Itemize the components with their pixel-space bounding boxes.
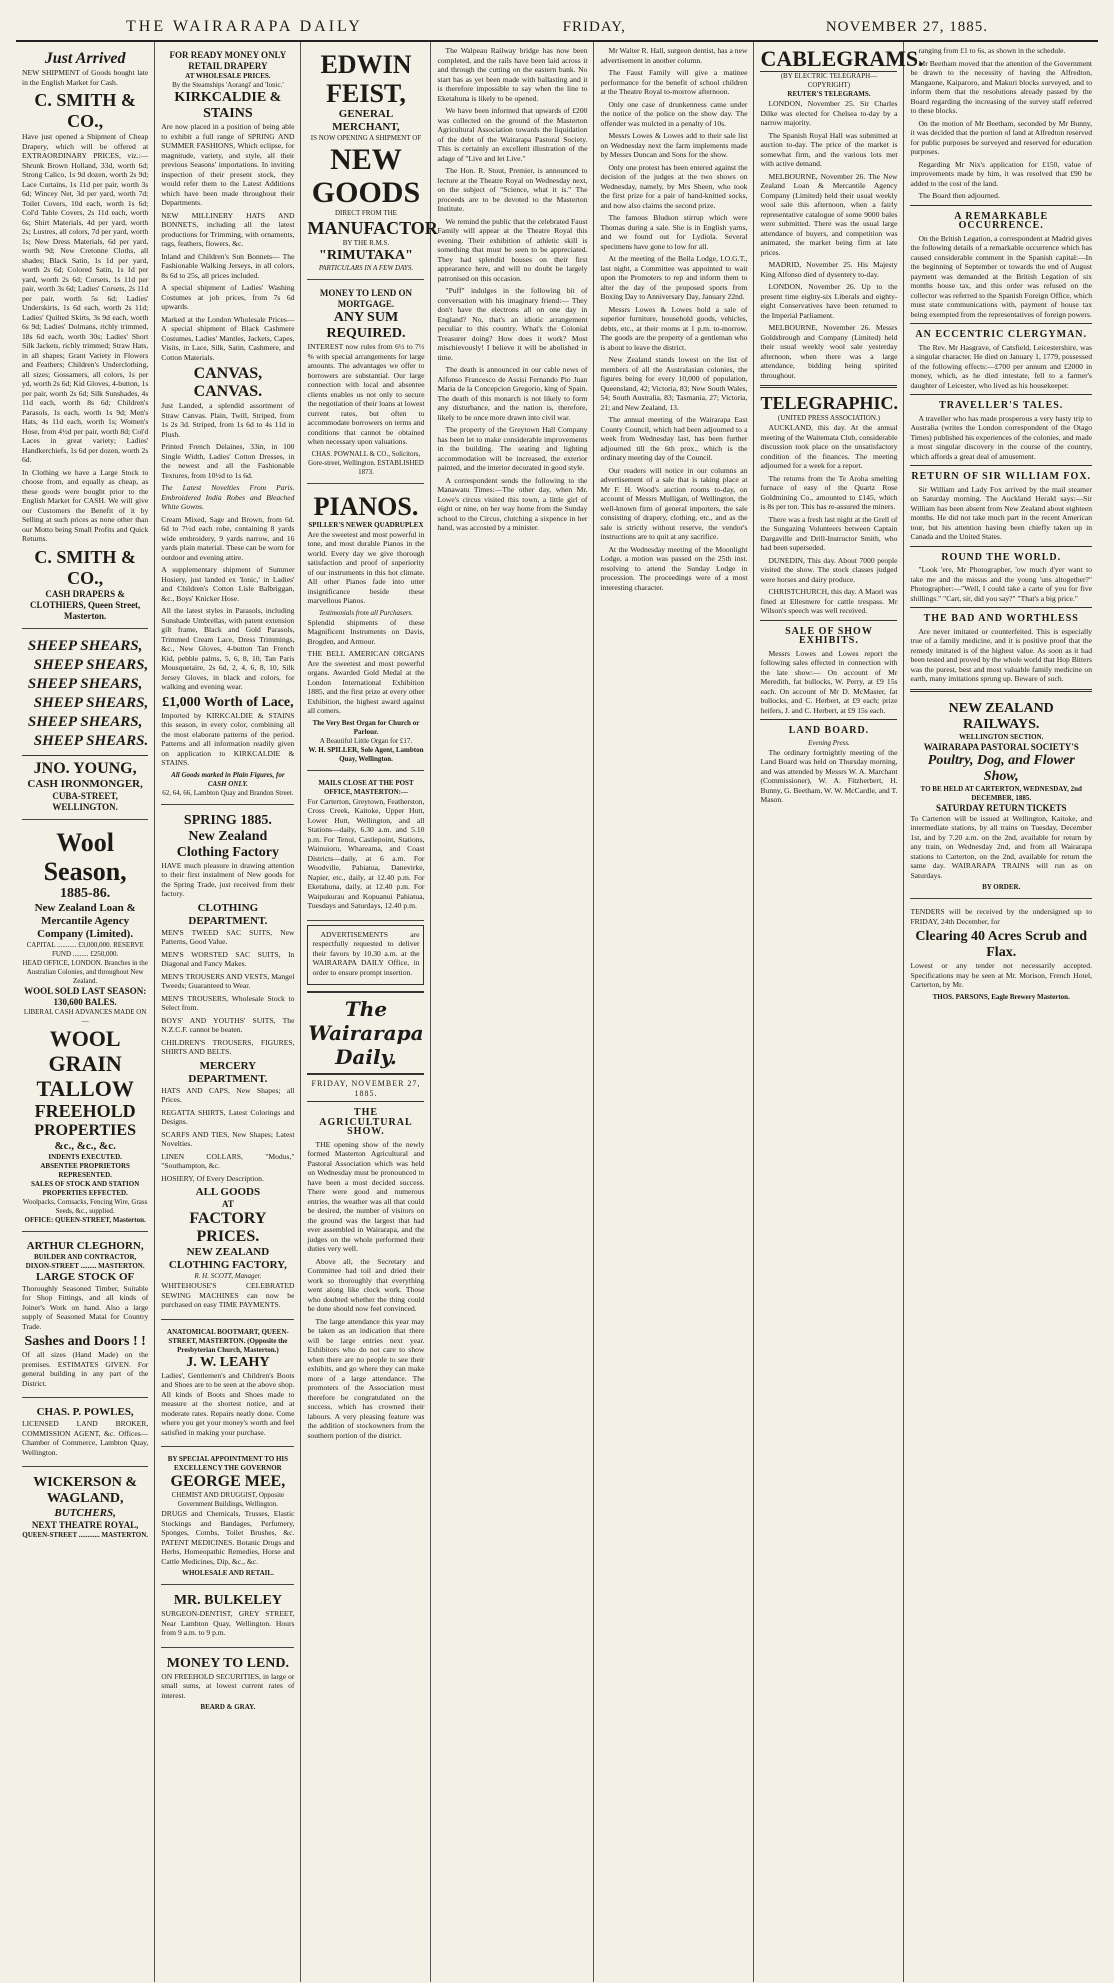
ad-kirkcaldie [161,46,294,805]
wool-item: PROPERTIES [34,1121,136,1139]
column-5 [594,42,754,1982]
ad-leahy [161,1324,294,1448]
ad-text: Ladies', Gentlemen's and Children's Boots and Shoes are to be seen at the above shop. All kinds of Boots and Shoes made to measure at the shortest notice, and at moderate rates. Repairs neatly done. Come where you get your money's worth and feel satisfied in making your purchase. [161,1370,295,1437]
advertiser-name: EDWIN FEIST, [320,50,412,108]
ad-wool-season [22,824,148,1232]
advertiser-name: ARTHUR CLEGHORN, [26,1239,144,1252]
ad-heading: ANATOMICAL BOOTMART, QUEEN-STREET, MASTERTON. (Opposite the Presbyterian Church, Masterton.) [167,1327,289,1354]
ad-subheading: 1885-86. [60,885,111,901]
ad-nz-railways [910,697,1092,900]
news-paragraph: The Walpeau Railway bridge has now been completed, and the rails have been laid across it and through the cutting on the eastern bank. No start has as yet been made with ballasting and it is therefore impossible to say when the line to Eketahuna is likely to be opened. [437,46,588,103]
ad-text: HAVE much pleasure in drawing attention to their first instalment of New goods for the Spring Trade, just received from their factory. [161,860,295,898]
ad-text: ABSENTEE PROPRIETORS REPRESENTED. [40,1161,130,1179]
ad-heading: SPRING 1885. [183,812,272,828]
article-paragraph: Sir William and Lady Fox arrived by the mail steamer on Saturday morning. The Auckland Herald says:—Sir William has been absent from New Zealand about eighteen months. He did not take much part in the recent American tour, but his attention having been chiefly taken up in Canada and the United States. [910,484,1092,541]
advertiser-name: J. W. LEAHY [186,1354,270,1370]
ad-text: In Clothing we have a Large Stock to choose from, and equally as cheap, as these goods were bought prior to the English Market for CASH. We will give our Customers the Benefit of it by Selling at such prices as none other than our Motto being Small Profits and Quick Returns. [22,467,149,543]
advertiser-name: New Zealand Clothing Factory [176,828,279,860]
ad-text: A Beautiful Little Organ for £17. [319,736,413,745]
news-paragraph: The annual meeting of the Wairarapa East County Council, which had been adjourned to a week from Wednesday last, has been further adjourned till the 6th prox., which is the ordinary meeting day of the Council. [600,415,748,462]
ad-subheading: SATURDAY RETURN TICKETS [935,802,1067,813]
ad-heading: AT WHOLESALE PRICES. [185,72,271,80]
article-paragraph: The Rev. Mr Hasgrave, of Catsfield, Leicestershire, was a singular character. He died on January 1, 1779, possessed of the following effects:—£700 per annum and £2000 in money, which, as he died intestate, fell to a farmer's daughter of Leicester, who lived as his housekeeper. [910,342,1092,390]
ad-text: SALES OF STOCK AND STATION PROPERTIES EFFECTED. [31,1179,140,1197]
cable-item: MELBOURNE, November 26. The New Zealand Loan & Mercantile Agency Company (Limited) held their usual weekly wool sale this afternoon, when a fairly representative catalogue of some 9000 bales were submitted. There was the usual large attendance of buyers, and competition was animated, the market being firm at late prices. [760,171,898,257]
ad-text: NEW SHIPMENT of Goods bought late in the English Market for Cash. [22,68,149,87]
column-4 [431,42,594,1982]
ad-text: HEAD OFFICE, LONDON. Branches in the Australian Colonies, and throughout New Zealand. [22,958,148,985]
shears-line: SHEEP SHEARS, [33,656,149,673]
wool-item: GRAIN [48,1050,122,1076]
news-paragraph: Regarding Mr Nix's application for £150, value of improvements made by him, it was resolved that £90 be added to the cost of the land. [910,159,1092,188]
news-paragraph: New Zealand stands lowest on the list of members of all the Australasian colonies, the figures being for every 10,000 of population, Queensland, 42; Victoria, 83; New South Wales, 54; South Australia, 83; Tasmania, 27; Victoria, 21; and New Zealand, 13. [600,355,748,412]
news-paragraph: A correspondent sends the following to the Manawatu Times:—The other day, when Mr. Lowe's circus visited this town, a little girl of eight or nine, on her way home from the Sunday school to the Circus, clutching a sixpence in her hand, was accosted by a minister. [437,475,588,532]
ad-heading: AT [221,1199,234,1209]
news-paragraph: The Board then adjourned. [918,191,1000,200]
wool-item: TALLOW [36,1075,134,1101]
ad-text: To Carterton will be issued at Wellington, Kaitoke, and intermediate stations, by all trains on Tuesday, December 1st, and by 7.20 a.m. on the 2nd, available for return by any train, on Wednesday 2nd, and from all Wairarapa stations to Carterton, on the 2nd, available for return the same day. WAIRARAPA TRAINS will run as on Saturdays. [910,813,1092,880]
ad-text: Have just opened a Shipment of Cheap Drapery, which will be offered at EXTRAORDINARY PRICES, viz.:— Shrunk Brown Holland, 33d, worth 6d; Strong Calico, 1s 9d dozen, worth 2s 9d; Lace Curtains, 1s 11d per pair, worth 3s 6d; Wincey Net, 3d per yard, worth 7d; Toilet Covers, 10d each, worth 1s 6d; Col'd Table Covers, 2s 11d each, worth 6s; Shirt Materials, 4d per yard, worth 2s; Lustres, all colors, 7d per yard, worth 1s; New Dress Materials, 6d per yard, worth 9d; New Cretonne Cloths, all shades; Black Satin, 1s 1d per yard, worth 2s 6d; Colored Satin, 1s 1d per yard, worth 2s 6d; Corsets, 1s 11d per pair, worth 3s 6d; Ladies' Corsets, 2s 11d per pair, worth 5s 6d; Ladies' Underskirts, 1s 6d each, worth 2s 11d; Ladies' Quilted Skirts, 3s 9d each, worth 6s 9d; Ladies' Dolmans, richly trimmed, 18s 6d each, worth 30s; Ladies' Short Silk Jackets, richly trimmed; Straw Hats, in all shapes; Grant Variety in Flowers and Feathers; Children's Underclothing, all sizes; Gossamers, all colors, 1s per yd, worth 2s 6d; Kid Gloves, 4-button, 1s per pair, worth 2s 6d; Silk Sunshades, 4s 11d each, worth 8s 6d; Children's Parasols, 1s each, worth 1s 9d; Men's Hats, 4s 11d each, worth 1s; Women's Hose, from 4½d per pair, worth 8d; Col'd Laces in great variety; Ladies' Handkerchiefs, 1s 6d per dozen, worth 2s 6d. [22,132,149,464]
ad-heading: CANVAS, CANVAS. [193,365,263,400]
ad-text: CAPITAL ........... £3,000,000. RESERVE FUND ......... £250,000. [26,940,144,958]
advertiser-name: C. SMITH & CO., [34,90,136,131]
ad-text: DIRECT FROM THE [334,209,397,217]
ad-line: HATS AND CAPS, New Shapes; all Prices. [161,1085,295,1104]
shears-line: SHEEP SHEARS. [33,732,149,749]
ad-heading: ALL GOODS [195,1186,261,1198]
ad-line: HOSIERY, Of Every Description. [161,1173,264,1183]
wool-item: FREEHOLD [34,1100,136,1121]
ad-pianos [307,488,424,771]
ad-text: Inland and Children's Sun Bonnets— The Fashionable Walking Jerseys, in all colors, 8s 6d to 25s, all prices included. [161,251,295,280]
ad-text: BY SPECIAL APPOINTMENT TO HIS EXCELLENCY THE GOVERNOR [167,1455,289,1472]
ad-text: Are now placed in a position of being able to exhibit a full range of SPRING AND SUMMER FASHIONS, Which eclipse, for magnitude, variety, and style, all their previous Seasons' importations. In inviting inspection of their present stock, they would refer them to the Latest Additions which have been made throughout their Departments. [161,122,295,207]
article-heading: THE BAD AND WORTHLESS [923,613,1079,624]
ad-text: Thoroughly Seasoned Timber, Suitable for Shop Fittings, and all kinds of Joiner's Work on hand. Also a large supply of Seasoned Matai for Country Trade. [22,1283,149,1331]
article-heading: TRAVELLER'S TALES. [939,400,1064,411]
article-heading: ROUND THE WORLD. [941,551,1062,563]
ad-text: TO BE HELD AT CARTERTON, WEDNESDAY, 2nd DECEMBER, 1885. [920,784,1082,802]
section-subheading: REUTER'S TELEGRAMS. [787,90,871,98]
ad-edwin-feist [307,46,438,280]
ad-text: BY THE R.M.S. [342,239,390,247]
news-paragraph: The death is announced in our cable news of Alfonso Francesco de Assisi Fernando Pio Juan Maria de la Concepcion Gregorio, king of Spain. The death of this monarch is not likely to form any disturbance, and the nation is, therefore, likely to be once more drawn into civil war. [437,365,588,422]
news-paragraph: Messrs Lowes & Lowes add to their sale list on Wednesday next the farm implements made by Messrs Duncan and Sons for the show. [600,131,748,159]
notice-text: ADVERTISEMENTS are respectfully requested to deliver their favors by 10.30 a.m. at the WAIRARAPA DAILY Office, in order to ensure prompt insertion. [312,929,420,977]
ad-line: MEN'S WORSTED SAC SUITS, In Diagonal and Fancy Makes. [161,949,295,968]
newspaper-nameplate: The Wairarapa Daily. [307,991,424,1075]
advertiser-address: CUBA-STREET, WELLINGTON. [52,790,118,812]
advertiser-address: NEXT THEATRE ROYAL, [31,1520,139,1530]
column-3 [301,42,438,1982]
ad-heading: MANUFACTOR [307,218,438,238]
ad-heading: NEW GOODS [311,143,421,209]
news-paragraph: The property of the Greytown Hall Company has been let to make considerable improvements in the building. The seating and lighting accommodation will be increased, the exterior painted, and the interior decorated in good style. [437,425,588,472]
advertiser-name: JNO. YOUNG, [33,759,137,777]
ad-heading: FOR READY MONEY ONLY [169,50,287,60]
ad-text: OFFICE: QUEEN-STREET, Masterton. [24,1215,146,1224]
ad-line: LINEN COLLARS, "Modus," "Southampton, &c. [161,1151,295,1170]
ad-heading: ANY SUM REQUIRED. [326,310,406,341]
notice-text: For Carterton, Greytown, Featherston, Cross Creek, Kaitoke, Upper Hutt, Lower Hutt, Wellington, and all Stations—daily, 6.30 a.m. and 5.10 p.m. For Tenui, Castlepoint, Stations, Wainuioru, Whareama, and Coast Districts—daily, at 6 a.m. For Woodville, Pahiatua, Danevirke, Napier, etc., daily, at 12.40 p.m. For Eketahuna, daily, at 12.40 p.m. For Waipukurau and Kopuanui Pahiatua, Tuesdays and Saturdays, 12.40 p.m. [307,796,425,910]
ad-text: Cream Mixed, Sage and Brown, from 6d. 6d to 7½d each robe, containing 8 yards wide embroidery, 9 yards narrow, and 16 yards plain material. These can be worn for outdoor and evening attire. [161,514,295,562]
ad-text: Splendid shipments of these Magnificent Instruments on Davis, Brogden, and Armour. [307,617,425,646]
ad-line: BOYS' AND YOUTHS' SUITS, The N.Z.C.F. cannot be beaten. [161,1015,295,1034]
article-paragraph: Above all, the Secretary and Committee had toil and dried their work so thoroughly that everything went along like clock work. Those who doubted whether the thing could be done should now feel convinced. [307,1256,425,1313]
ad-money-to-lend [161,1652,294,1719]
ad-heading: £1,000 Worth of Lace, [162,694,294,710]
article-heading: THE AGRICULTURAL SHOW. [319,1107,413,1137]
advertiser-name: New Zealand Loan & Mercantile Agency Company (Limited). [34,901,136,940]
shears-line: SHEEP SHEARS, [27,637,143,654]
section-subheading: (BY ELECTRIC TELEGRAPH—COPYRIGHT) [780,72,878,89]
ad-bulkeley [161,1589,294,1648]
news-paragraph: The famous Bludson stirrup which were Thomas during a sale. She is in English yarns, and we found out for Lydiola. Several specimens have gone to low for all. [600,213,748,251]
news-paragraph: The Faust Family will give a matinee performance for the benefit of school children at the Theatre Royal to-morrow afternoon. [600,68,748,96]
ad-text: PARTICULARS IN A FEW DAYS. [318,264,414,272]
advertiser-name: W. H. SPILLER, Sole Agent, Lambton Quay, Wellington. [308,745,424,763]
wool-item: WOOL [49,1025,121,1051]
column-6 [754,42,924,1982]
ad-heading: Wool Season, [43,827,127,886]
ad-text: NEW MILLINERY HATS AND BONNETS, including all the latest productions for Trimming, with ornaments, rags, feathers, flowers, &c. [161,210,295,248]
article-heading: AN ECCENTRIC CLERGYMAN. [915,329,1088,340]
news-paragraph: Only one protest has been entered against the decision of the judges at the two shows on Wednesday, namely, by Mrs Sheen, who took the first prize for a pair of hand-knitted socks, and now also claims the second prize. [600,162,748,210]
ad-text: All the latest styles in Parasols, including Sunshade Umbrellas, with patent extension gilt frame, Black and Gold Parasols, Trimmed Cream Lace, Dress Trimmings, &c., New Gloves, 4-button Tan French Kid, pebble palms, 5, 6, 8, 10, Tan Paris Mousquetaire, 2s 6d, 2, 4, 6, 8, 10, Silk Jersey Gloves, in black and colors, for walking and evening wear. [161,606,295,691]
ad-heading: FACTORY PRICES. [189,1210,267,1245]
news-paragraph: Only one case of drunkenness came under the notice of the police on the show day. The offender was mulcted in a penalty of 10s. [600,99,748,128]
advertiser-name: BEARD & GRAY. [200,1703,256,1711]
ad-text: A supplementary shipment of Summer Hosiery, just landed ex 'Ionic,' in Ladies' and Children's Cotton Lisle Balbriggan, &c., Boys' Knicker Hose. [161,565,295,603]
ad-text: THE BELL AMERICAN ORGANS Are the sweetest and most powerful organs. Awarded Gold Medal at the London International Exhibition 1885, and the first prize at every other Exhibition, the highest award against all comers. [307,649,425,715]
ad-line: SCARFS AND TIES, New Shapes; Latest Novelties. [161,1129,295,1148]
article-paragraph: On the British Legation, a correspondent at Madrid gives the following details of a remarkable occurrence which has caused considerable comment in the Spanish capital:—In the beginning of September or towards the end of August payment was demanded at the British Legation of six months house tax, and this order was refused on the collector was referred to the Spanish Foreign Office, which must state communications with, payment of house tax being exempted from the representatives of foreign powers. [910,233,1093,319]
ad-heading: RETAIL DRAPERY [188,61,268,71]
ad-sheep-shears [22,633,148,820]
ad-text: Imported by KIRKCALDIE & STAINS this season, in every color, combining all the most elaborate patterns of the period. Patterns and all information readily given on application to KIRKCALDIE & STAINS. [161,710,295,767]
masthead [16,10,1098,42]
ad-text: Printed French Delaines, 33in, in 100 Single Width, Ladies' Cotton Dresses, in the newest and all the Fashionable Textures, from 10½d to 1s 6d. [161,442,295,480]
ad-text: DRUGS and Chemicals, Trusses, Elastic Stockings and Bandages, Perfumery, Sponges, Combs, Toilet Brushes, &c. PATENT MEDICINES. Botanic Drugs and Herbs, Homeopathic Remedies, Horse and Cattle Medicines, Dip, &c., &c. [161,1509,295,1566]
article-paragraph: Messrs Lowes and Lowes report the following sales effected in connection with the late show:— On account of Mr Meredith, fat bullocks, W. Perry, at £9 15s each. On account of Mr D. McMaster, fat bullocks, and C. Herbert, at £9 each; prize heifers, J. and C. Herbert, at £9 15s each. [760,648,898,715]
article-heading: SALE OF SHOW EXHIBITS. [785,625,873,646]
ad-text: Are the sweetest and most powerful in tone, and most durable Pianos in the world. Every day we give thorough satisfaction and proof of superiority of our instruments in this hot climate. All other Pianos fade into utter insignificance beside these marvellous Pianos. [307,529,425,605]
news-paragraph: On the motion of Mr Beetham, seconded by Mr Bunny, it was decided that the portion of land at Alfredton reserved for public purposes be surveyed and reserved for education purposes. [910,118,1092,156]
news-paragraph: We have been informed that upwards of £200 was collected on the ground of the Masterton Agricultural Association towards the liquidation of the debt of the Wairarapa Pastoral Society. This is certainly an excellent illustration of the adage of "Live and let Live." [437,106,588,163]
section-heading-cablegrams: CABLEGRAMS. [760,46,924,71]
ad-text: The Latest Novelties From Paris. Embroidered India Robes and Bleached White Gowns. [161,483,295,511]
telegram-item: DUNEDIN, This day. About 7000 people visited the show. The stock classes judged were horses and dairy produce. [760,555,898,584]
advertiser-name: THOS. PARSONS, Eagle Brewery Masterton. [932,992,1070,1001]
column-7 [904,42,1098,1982]
article-source: Evening Press. [808,738,850,747]
notice-mails [307,775,424,921]
ad-text: IS NOW OPENING A SHIPMENT OF [310,134,422,142]
article-paragraph: "Look 'ere, Mr Photographer, 'ow much d'yer want to take me and the missus and the young 'uns altogether?" Photographer:—"Well, I could take a carte of you for five shillings." "Cart, sir, did you say?" "That's a big price." [910,565,1092,603]
ad-text: &c., &c., &c. [54,1139,116,1152]
advertiser-trade: GENERAL MERCHANT, [332,108,400,133]
ad-tenders [910,903,1092,1008]
cable-item: MADRID, November 25. His Majesty King Alfonso died of dysentery to-day. [760,260,898,279]
ad-heading: NEW ZEALAND RAILWAYS. [948,700,1054,732]
ad-text: BY ORDER. [982,883,1021,891]
article-paragraph: Are never imitated or counterfeited. This is especially true of a family medicine, and it is positive proof that the remedy imitated is of the highest value. As soon as it had been tested and proved by the whole world that Hop Bitters was the purest, best and most valuable family medicine on earth, many imitations sprung up. Beware of such. [910,626,1092,683]
ad-subheading: SPILLER'S NEWER QUADRUPLEX [308,520,424,529]
ad-text: LICENSED LAND BROKER, COMMISSION AGENT, &c. Offices—Chamber of Commerce, Lambton Quay, Wellington. [22,1419,149,1457]
ad-text: Lowest or any tender not necessarily accepted. Specifications may be seen at Mr. Morison, French Hotel, Carterton, by Mr. [910,961,1092,989]
ad-powles [22,1402,148,1467]
news-paragraph: ranging from £1 to 6s, as shown in the schedule. [918,46,1066,55]
advertiser-name: CHAS. POWNALL & CO., Solicitors, Gore-street, Wellington. ESTABLISHED 1873. [308,449,424,476]
ad-heading: Poultry, Dog, and Flower Show, [927,752,1075,784]
ad-heading: PIANOS. [313,491,419,521]
ad-text: Woolpacks, Cornsacks, Fencing Wire, Grass Seeds, &c., supplied. [22,1197,148,1215]
notice-heading: MAILS CLOSE AT THE POST OFFICE, MASTERTON:— [318,778,414,796]
ad-text: By the Steamships 'Aorangi' and 'Ionic.' [172,81,284,89]
ad-line: MEN'S TWEED SAC SUITS, New Patterns, Good Value. [161,927,295,946]
ad-mee [161,1451,294,1585]
column-2 [155,42,301,1982]
ad-text: WHITEHOUSE'S CELEBRATED SEWING MACHINES can now be purchased on easy TIME PAYMENTS. [161,1281,295,1309]
ad-text: WHOLESALE AND RETAIL. [181,1569,274,1577]
ad-text: INTEREST now rules from 6½ to 7½ % with special arrangements for large amounts. The advantages we offer to borrowers are substantial. Our large connection with local and absentee clients enables us not only to secure the negotiation of their loans at lowest current rates, but often to accommodate borrowers on terms and conditions that cannot be obtained when necessary upon valuations. [307,342,425,446]
news-paragraph: "Puff" indulges in the following bit of conversation with his imaginary friend:— They don't have the electrons all on one day in England? No, that's an idiotic arrangement peculiar to this country. What's the Colonial Treasurer doing? How does it work? Most mischievously! I believe it will be abolished in time. [437,286,588,362]
ad-text: ON FREEHOLD SECURITIES, in large or small sums, at lowest current rates of interest. [161,1671,295,1700]
news-paragraph: Mr Beetham moved that the attention of the Government be drawn to the necessity of having the Alfredton, Mangaone, Kaiparoro, and Makuri blocks surveyed, and to inform them that the resolutions already passed by the Board regarding the increasing of the survey staff referred to these blocks. [910,58,1092,115]
advertiser-address: 62, 64, 66, Lambton Quay and Brandon Street. [162,788,294,797]
article-heading: LAND BOARD. [788,725,870,736]
ad-subheading: MERCERY DEPARTMENT. [188,1059,268,1085]
ad-money-mortgage [307,284,424,484]
ad-subheading: WAIRARAPA PASTORAL SOCIETY'S [923,741,1079,752]
advertiser-trade: CHEMIST AND DRUGGIST, Opposite Government Buildings, Wellington. [171,1491,285,1508]
cable-item: LONDON, November 26. Up to the present time eighty-six Liberals and eighty-eight Conservatives have been returned to the Imperial Parliament. [760,282,898,320]
ad-text: All Goods marked in Plain Figures, for CASH ONLY. [171,770,285,788]
ad-text: Just Landed, a splendid assortment of Straw Canvas. Plain, Twill, Striped, from 1s 2s 3d. Striped, from 1s 6d to 4s 11d in Plush. [161,401,295,439]
ad-heading: MONEY TO LEND ON MORTGAGE. [319,288,413,309]
ad-text: A special shipment of Ladies' Washing Costumes at job prices, from 7s 6d upwards. [161,283,295,311]
ad-nz-clothing-factory [161,809,294,1320]
shears-line: SHEEP SHEARS, [27,713,143,730]
ad-text: TENDERS will be received by the undersigned up to FRIDAY, 24th December, for [910,907,1092,926]
ad-text: Marked at the London Wholesale Prices—A special shipment of Black Cashmere Costumes, Ladies' Mantles, Jackets, Capes, Visits, in Lace, Silk, Satin, Cashmere, and Cotton Materials. [161,314,295,362]
ad-text: Testimonials from all Purchasers. [318,608,414,617]
ad-text: The Very Best Organ for Church or Parlour. [312,718,420,736]
news-paragraph: Mr Walter R. Hall, surgeon dentist, has a new advertisement in another column. [600,46,748,65]
ad-line: REGATTA SHIRTS, Latest Colorings and Designs. [161,1107,295,1126]
telegram-item: There was a fresh last night at the Grell of the Sungazing Volunteers between Captain Dargaville and Drill-Instructor Smith, who had been superseded. [760,514,898,552]
news-paragraph: Our readers will notice in our columns an advertisement of a sale that is taking place at Mr F. H. Wood's auction rooms to-day, on account of Messrs Mulligan, of Wellington, the well-known firm of general importers, the sale consisting of drapery, clothing, etc., and as the sale is strictly without reserve, the vendor's instructions are to quit at any sacrifice. [600,465,748,541]
ad-text: INDENTS EXECUTED. [48,1152,122,1161]
news-paragraph: Messrs Lowes & Lowes hold a sale of superior furniture, household goods, vehicles, debts, etc., at their rooms at 1 p.m. to-morrow. The goods are the property of a gentleman who is about to leave the district. [600,304,748,352]
ad-heading: Just Arrived [44,50,126,67]
cable-item: MELBOURNE, November 26. Messrs Goldsbrough and Company (Limited) held their usual weekly wool sale yesterday afternoon, when there was a large attendance, bidding being spirited throughout. [760,323,898,380]
issue-date: FRIDAY, NOVEMBER 27, 1885. [307,1079,424,1102]
telegram-item: AUCKLAND, this day. At the annual meeting of the Waitemata Club, considerable discussion took place on the unsatisfactory condition of the finances. The meeting adjourned for a week for a report. [760,423,898,470]
ad-heading: Clearing 40 Acres Scrub and Flax. [915,929,1088,960]
article-paragraph: A traveller who has made prosperous a very hasty trip to Australia (writes the London correspondent of the Otago Times) published his experiences of the colonies, and made a most singular discovery in the course of the country, which affords a great deal of amusement. [910,413,1092,461]
shears-line: SHEEP SHEARS, [33,694,149,711]
advertiser-trade: BUTCHERS, [54,1507,116,1519]
news-paragraph: At the Wednesday meeting of the Moonlight Lodge, a motion was passed on the 25th inst. resolving to attend the Sunday Lodge in procession. The proceedings were of a most interesting character. [600,544,748,592]
ad-text: SURGEON-DENTIST, GREY STREET, Near Lambton Quay, Wellington. Hours from 9 a.m. to 9 p.m. [161,1609,295,1637]
ad-line: MEN'S TROUSERS, Wholesale Stock to Select from. [161,993,295,1012]
ad-cleghorn [22,1236,148,1399]
advertiser-name: CHAS. P. POWLES, [36,1406,134,1418]
column-1 [16,42,155,1982]
article-paragraph: THE opening show of the newly formed Masterton Agricultural and Pastoral Association which was held on Wednesday must be pronounced to have been a most decided success. There were good and numerous entries, the weather was all that could be desired, the number of visitors on the ground was the largest that had ever assembled in Wairarapa, and the judges on the whole performed their duties very well. [307,1139,425,1253]
masthead-title: THE WAIRARAPA DAILY [126,18,363,35]
advertiser-name: GEORGE MEE, [170,1473,286,1490]
ad-subheading: CLOTHING DEPARTMENT. [188,901,268,927]
masthead-day: FRIDAY, [562,19,626,35]
shears-line: SHEEP SHEARS, [27,675,143,692]
section-heading-telegraphic: TELEGRAPHIC. [760,393,898,413]
telegram-item: The returns from the Te Aroha smelting furnace of easy of the Quartz Rose Goldmining Co., amounted to £145, which is 8s per ton. This has re-assured the miners. [760,473,898,511]
advertiser-trade: CASH IRONMONGER, [27,777,143,790]
telegram-item: CHRISTCHURCH, this day. A Maori was fined at Ellesmere for cattle trespass. Mr Wilson's speech was well received. [760,587,898,615]
advertiser-trade: BUILDER AND CONTRACTOR, DIXON-STREET ......... MASTERTON. [25,1252,145,1270]
advertiser-name: NEW ZEALAND CLOTHING FACTORY, [168,1246,287,1271]
masthead-date: NOVEMBER 27, 1885. [825,19,988,35]
section-subheading: (UNITED PRESS ASSOCIATION.) [777,414,880,422]
advertiser-name: KIRKCALDIE & STAINS [174,90,282,121]
ad-text: LIBERAL CASH ADVANCES MADE ON— [23,1007,147,1025]
ad-wagland [22,1471,148,1546]
news-paragraph: The Hon. R. Stout, Premier, is announced to lecture at the Theatre Royal on Wednesday next, on the subject of "Science, what it is." The proceeds are to be devoted to the Masterton Institute. [437,166,588,213]
news-paragraph: We remind the public that the celebrated Faust Family will appear at the Theatre Royal this evening. Their exhibition of athletic skill is something that must be seen to be appreciated. They had splendid houses on their first appearance here, and will no doubt be largely patronised on this occasion. [437,216,588,283]
notice-advertisers [307,925,424,986]
advertiser-name: C. SMITH & CO., [34,546,136,588]
ad-heading: Sashes and Doors ! ! [24,1334,146,1349]
cable-item: The Spanish Royal Hall was submitted at auction to-day. The price of the market is somewhat firm, and the various lots met with active demand. [760,130,898,168]
article-heading: A REMARKABLE OCCURRENCE. [954,210,1049,231]
ad-text: Of all sizes (Hand Made) on the premises. ESTIMATES GIVEN. For general building in any part of the District. [22,1350,149,1388]
ship-name: "RIMUTAKA" [319,248,413,263]
article-paragraph: The ordinary fortnightly meeting of the Land Board was held on Thursday morning, and was attended by Messrs W. A. Marchant (Commissioner), W. A. Fitzherbert, H. Bunny, G. Beetham, W. W. McCardle, and T. Mason. [760,747,898,804]
news-paragraph: At the meeting of the Bella Lodge, I.O.G.T., last night, a Committee was appointed to wait upon the Promoters to rep and inform them to alter the day of the proposed sports from Boxing Day to Anniversary Day, January 22nd. [600,254,748,301]
advertiser-address: CASH DRAPERS & CLOTHIERS, Queen Street, Masterton. [29,588,141,621]
ad-text: R. H. SCOTT, Manager. [194,1272,262,1280]
ad-smith [22,46,148,629]
article-paragraph: The large attendance this year may be taken as an indication that there will be large entries next year. Exhibitors who do not care to show when there are no people to see their exhibits, and go where they can make more of a large attendance. The promoters of the Association must therefore be congratulated on the success, which has crowned their labours. A very pleasing feature was the addition of stockowners from the southern portion of the district. [307,1316,425,1440]
advertiser-name: WICKERSON & WAGLAND, [33,1475,138,1506]
advertiser-address: QUEEN-STREET ............ MASTERTON. [22,1531,148,1539]
advertiser-name: MR. BULKELEY [173,1593,282,1608]
ad-text: WOOL SOLD LAST SEASON: 130,600 BALES. [24,985,147,1007]
ad-line: MEN'S TROUSERS AND VESTS, Mangel Tweeds; Guaranteed to Wear. [161,971,295,990]
ad-line: CHILDREN'S TROUSERS, FIGURES, SHIRTS AND BELTS. [161,1037,295,1056]
article-heading: RETURN OF SIR WILLIAM FOX. [911,471,1092,482]
ad-heading: LARGE STOCK OF [36,1270,135,1283]
ad-heading: MONEY TO LEND. [166,1655,289,1671]
cable-item: LONDON, November 25. Sir Charles Dilke was elected for Chelsea to-day by a narrow majority. [760,99,898,127]
ad-subheading: WELLINGTON SECTION. [959,732,1044,741]
